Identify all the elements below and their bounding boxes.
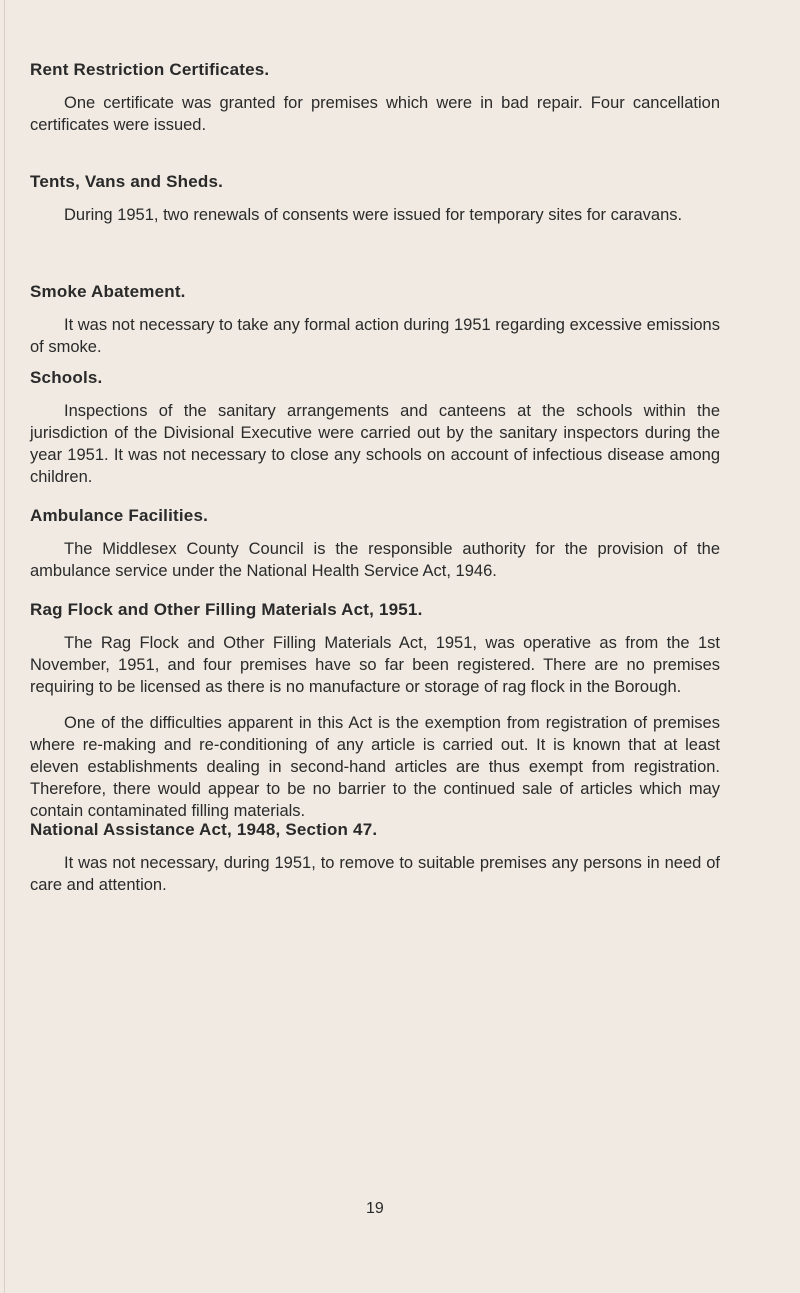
section-paragraph: The Rag Flock and Other Filling Materials Act, 1951, was operative as from the 1st November, 1951, and four premises have so far been registered. There are no premises requiring to be licensed as there is no manufacture or storage of rag flock in the Borough. <box>30 634 720 696</box>
page-edge <box>4 0 5 1293</box>
section-tents-vans-sheds <box>30 172 720 240</box>
section-heading: Schools. <box>30 368 103 387</box>
section-national-assistance-act <box>30 820 720 910</box>
page-number: 19 <box>366 1200 384 1217</box>
section-ambulance-facilities <box>30 506 720 596</box>
section-schools <box>30 368 720 502</box>
section-rag-flock-act <box>30 600 720 836</box>
section-rent-restriction <box>30 60 720 150</box>
section-paragraph: It was not necessary, during 1951, to remove to suitable premises any persons in need of care and attention. <box>30 854 720 894</box>
section-heading: Tents, Vans and Sheds. <box>30 172 224 191</box>
section-heading: National Assistance Act, 1948, Section 47. <box>30 820 378 839</box>
section-heading: Rent Restriction Certificates. <box>30 60 270 79</box>
section-heading: Rag Flock and Other Filling Materials Act, 1951. <box>30 600 423 619</box>
section-heading: Smoke Abatement. <box>30 282 186 301</box>
section-paragraph: One certificate was granted for premises which were in bad repair. Four cancellation certificates were issued. <box>30 94 720 134</box>
section-paragraph: It was not necessary to take any formal action during 1951 regarding excessive emissions of smoke. <box>30 316 720 356</box>
section-paragraph: Inspections of the sanitary arrangements and canteens at the schools within the jurisdiction of the Divisional Executive were carried out by the sanitary inspectors during the year 1951. It was not necessary to close any schools on account of infectious disease among children. <box>30 402 720 486</box>
section-paragraph: During 1951, two renewals of consents were issued for temporary sites for caravans. <box>64 206 683 224</box>
section-paragraph: The Middlesex County Council is the responsible authority for the provision of the ambulance service under the National Health Service Act, 1946. <box>30 540 720 580</box>
section-smoke-abatement <box>30 282 720 372</box>
section-heading: Ambulance Facilities. <box>30 506 209 525</box>
section-paragraph: One of the difficulties apparent in this Act is the exemption from registration of premises where re-making and re-conditioning of any article is carried out. It is known that at least eleven establishments dealing in second-hand articles are thus exempt from registration. Therefore, there would appear to be no barrier to the continued sale of articles which may contain contaminated filling materials. <box>30 714 720 820</box>
